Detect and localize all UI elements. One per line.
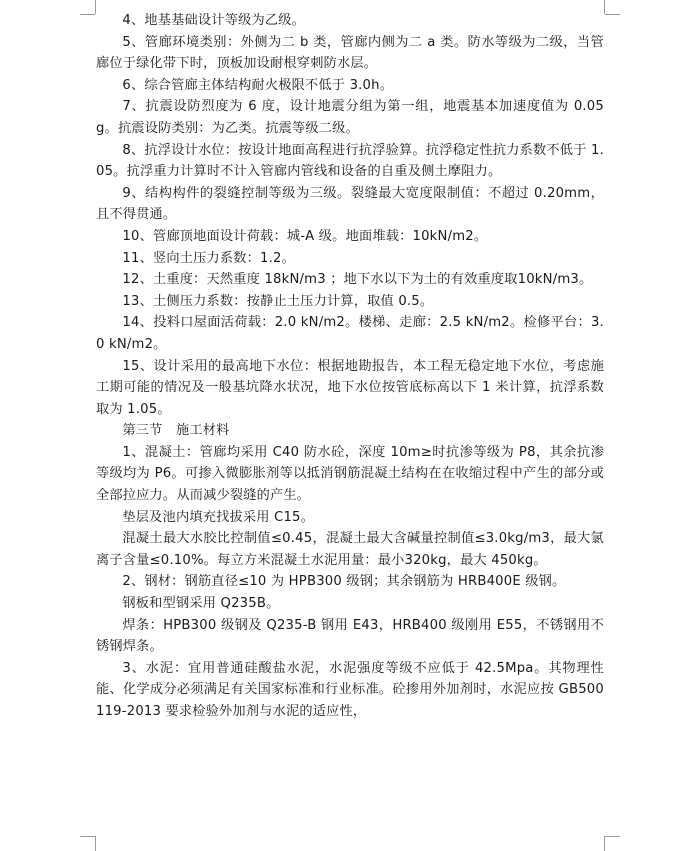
paragraph-cement: 3、水泥：宜用普通硅酸盐水泥，水泥强度等级不应低于 42.5Mpa。其物理性能、化学成分必须满足有关国家标准和行业标准。砼掺用外加剂时，水泥应按 GB500119-2013 要求检验外加剂与水泥的适应性，: [96, 660, 604, 719]
paragraph-steel: 2、钢材：钢筋直径≤10 为 HPB300 级钢；其余钢筋为 HRB400E 级钢。: [122, 574, 566, 590]
crop-mark-top-right: [605, 14, 620, 15]
paragraph-groundwater: 15、设计采用的最高地下水位：根据地勘报告，本工程无稳定地下水位，考虑施工期可能的情况及一般基坑降水状况，地下水位按管底标高以下 1 米计算，抗浮系数取为 1.05。: [96, 358, 604, 417]
crop-mark-bottom-left: [80, 836, 95, 837]
paragraph-environment-class: 5、管廊环境类别：外侧为二 b 类，管廊内侧为二 a 类。防水等级为二级，当管廊位于绿化带下时，顶板加设耐根穿刺防水层。: [96, 34, 604, 72]
crop-mark-bottom-right: [605, 836, 620, 837]
paragraph-concrete-limits: 混凝土最大水胶比控制值≤0.45，混凝土最大含碱量控制值≤3.0kg/m3，最大氯离子含量≤0.10%。每立方米混凝土水泥用量：最小320kg，最大 450kg。: [96, 531, 604, 568]
paragraph-foundation-grade: 4、地基基础设计等级为乙级。: [122, 13, 306, 28]
paragraph-steel-plate: 钢板和型钢采用 Q235B。: [122, 596, 280, 612]
crop-mark-top-right: [604, 0, 605, 14]
paragraph-crack-control: 9、结构构件的裂缝控制等级为三级。裂缝最大宽度限制值：不超过 0.20mm， 且不得贯通。: [96, 185, 604, 223]
paragraph-soil-density: 12、土重度：天然重度 18kN/m3 ；地下水以下为土的有效重度取10kN/m3。: [122, 272, 593, 288]
paragraph-lateral-pressure: 13、土侧压力系数：按静止土压力计算，取值 0.5。: [122, 293, 434, 309]
crop-mark-bottom-left: [95, 836, 96, 851]
paragraph-anti-floating: 8、抗浮设计水位：按设计地面高程进行抗浮验算。抗浮稳定性抗力系数不低于 1.05。抗浮重力计算时不计入管廊内管线和设备的自重及侧土摩阻力。: [96, 142, 604, 180]
paragraph-roof-load: 10、管廊顶地面设计荷载：城-A 级。地面堆载：10kN/m2。: [122, 228, 488, 244]
document-body: [96, 10, 604, 723]
paragraph-live-load: 14、投料口屋面活荷载：2.0 kN/m2。楼梯、走廊：2.5 kN/m2。检修平台：3.0 kN/m2。: [96, 315, 604, 352]
crop-mark-bottom-right: [604, 836, 605, 851]
paragraph-vertical-pressure: 11、竖向土压力系数：1.2。: [122, 250, 296, 266]
section-heading: 第三节 施工材料: [122, 423, 230, 439]
paragraph-seismic: 7、抗震设防烈度为 6 度，设计地震分组为第一组，地震基本加速度值为 0.05g。抗震设防类别：为乙类。抗震等级二级。: [96, 99, 604, 136]
crop-mark-top-left: [80, 14, 95, 15]
paragraph-concrete: 1、混凝土：管廊均采用 C40 防水砼，深度 10m≥时抗渗等级为 P8，其余抗渗等级均为 P6。可掺入微膨胀剂等以抵消钢筋混凝土结构在在收缩过程中产生的部分或全部拉应力。从而减少裂缝的产生。: [96, 444, 604, 504]
paragraph-welding: 焊条：HPB300 级钢及 Q235-B 钢用 E43，HRB400 级刚用 E55，不锈钢用不锈钢焊条。: [96, 617, 604, 655]
paragraph-fire-resistance: 6、综合管廊主体结构耐火极限不低于 3.0h。: [122, 77, 394, 93]
paragraph-cushion: 垫层及池内填充找拔采用 C15。: [122, 509, 315, 525]
